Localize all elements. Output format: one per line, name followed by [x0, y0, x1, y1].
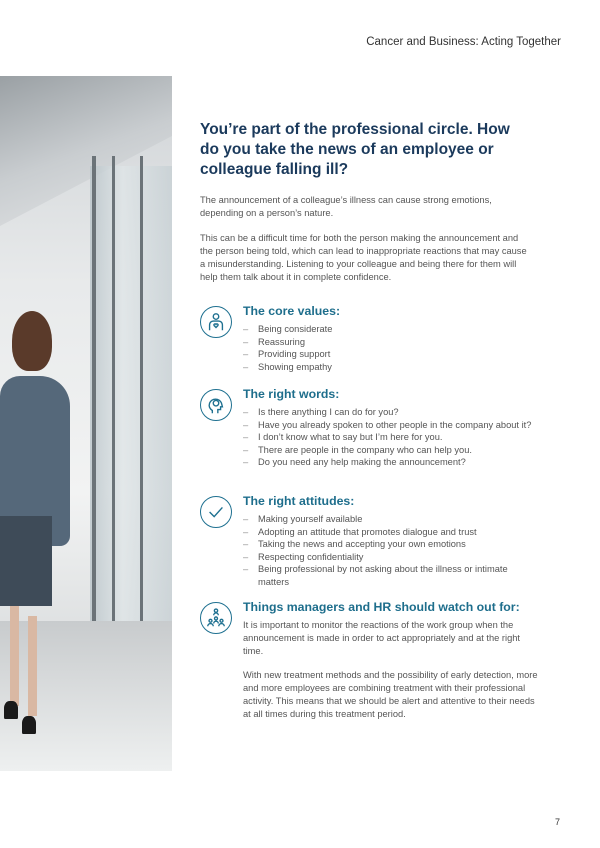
section-title: The core values:	[243, 304, 341, 318]
section-title: The right attitudes:	[243, 494, 355, 508]
section-right-attitudes	[200, 494, 540, 588]
section-managers-hr	[200, 600, 540, 732]
section-title: Things managers and HR should watch out for:	[243, 600, 520, 614]
list-item: – I don’t know what to say but I’m here for you.	[243, 431, 540, 444]
section-core-values	[200, 304, 540, 373]
list-item: – There are people in the company who can help you.	[243, 444, 540, 457]
team-hierarchy-icon	[200, 602, 232, 634]
list-item: – Taking the news and accepting your own emotions	[243, 538, 540, 551]
list-item: – Do you need any help making the announcement?	[243, 456, 540, 469]
list-item: – Being professional by not asking about the illness or intimate matters	[243, 563, 540, 588]
intro-paragraph: The announcement of a colleague’s illness can cause strong emotions, depending on a person’s nature.	[200, 195, 492, 218]
list-item: – Is there anything I can do for you?	[243, 406, 540, 419]
head-smile-icon	[200, 389, 232, 421]
list-item: – Reassuring	[243, 336, 540, 349]
list-item: – Providing support	[243, 348, 540, 361]
list-item: – Have you already spoken to other people in the company about it?	[243, 419, 540, 432]
intro	[200, 120, 530, 296]
person-heart-icon	[200, 306, 232, 338]
list-item: – Making yourself available	[243, 513, 540, 526]
list-item: – Showing empathy	[243, 361, 540, 374]
running-header: Cancer and Business: Acting Together	[366, 36, 561, 48]
list-item: – Respecting confidentiality	[243, 551, 540, 564]
page-title: You’re part of the professional circle. How do you take the news of an employee or colleague falling ill?	[200, 121, 510, 178]
list-item: – Adopting an attitude that promotes dialogue and trust	[243, 526, 540, 539]
list-item: – Being considerate	[243, 323, 540, 336]
checkmark-icon	[200, 496, 232, 528]
intro-paragraph: This can be a difficult time for both the person making the announcement and the person being told, which can lead to inappropriate reactions that may cause a misunderstanding. Listening to your colleague and being there for them will help them talk about it in complete confidence.	[200, 233, 527, 282]
page-number: 7	[554, 817, 560, 827]
section-paragraph: With new treatment methods and the possibility of early detection, more and more employees are combining treatment with their professional activity. This means that we should be alert and attentive to their needs at all times during this treatment period.	[243, 670, 538, 719]
section-title: The right words:	[243, 387, 340, 401]
office-corridor-photo	[0, 76, 172, 771]
section-right-words	[200, 387, 540, 469]
section-paragraph: It is important to monitor the reactions of the work group when the announcement is made in order to act appropriately and at the right time.	[243, 620, 521, 656]
